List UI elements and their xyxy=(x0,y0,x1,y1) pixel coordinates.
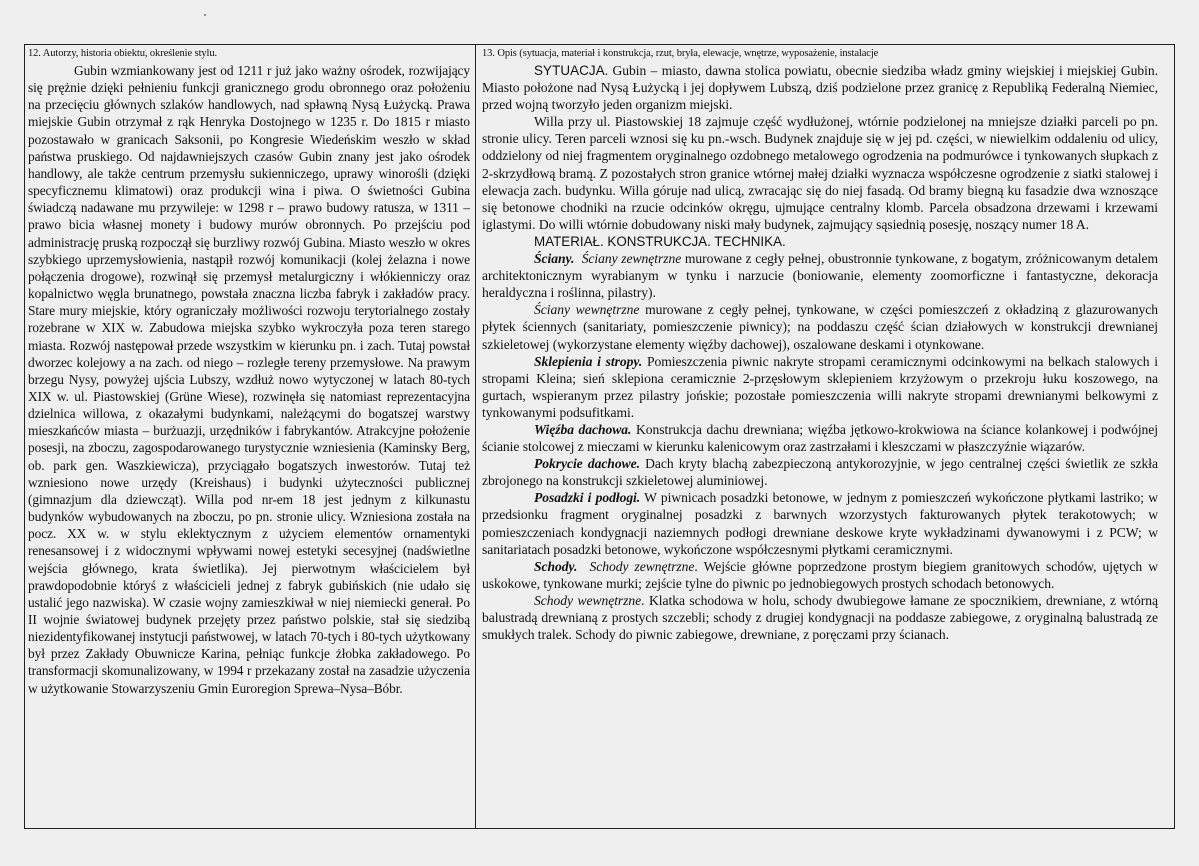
stairs-internal-paragraph xyxy=(482,592,1158,643)
walls-external-label: Ściany zewnętrzne xyxy=(581,251,682,267)
situation-title: SYTUACJA xyxy=(534,63,605,78)
roofing-label: Pokrycie dachowe. xyxy=(534,456,640,472)
stairs-external-paragraph xyxy=(482,558,1158,592)
stairs-external-label: Schody zewnętrzne xyxy=(589,558,695,574)
history-text: Gubin wzmiankowany jest od 1211 r już jako ważny ośrodek, rozwijający się prężnie dzięki pełnieniu funkcji granicznego grodu obronnego oraz położeniu na przecięciu głównych szlaków handlowych, nad spławną Nysą Łużycką. Prawa miejskie Gubin otrzymał z rąk Henryka Dostojnego w 1235 r. Do 1815 r miasto pozostawało w granicach Saksonii, po Kongresie Wiedeńskim weszło w skład państwa pruskiego. Od najdawniejszych czasów Gubin znany jest jako ośrodek handlowy, ale także centrum przemysłu sukienniczego, uprawy winorośli (dzięki specyficznemu klimatowi) oraz produkcji wina i piwa. O świetności Gubina świadczą nadawane mu przywileje: w 1298 r – prawo budowy ratusza, w 1311 – prawo bicia własnej monety i budowy murów obronnych. Po przejściu pod administrację pruską rozpoczął się burzliwy rozwój Gubina. Miasto weszło w okres szybkiego uprzemysłowienia, nastąpił rozwój komunikacji (kolej żelazna i nowe połączenia drogowe), rozwinął się przemysł metalurgiczny i włókienniczy oraz kopalnictwo węgla brunatnego, powstała znaczna liczba fabryk i zakładów pracy. Stare mury miejskie, który ograniczały możliwości rozwoju terytorialnego zostały rozebrane w XIX w. Zabudowa miejska szybko wykroczyła poza teren starego miasta. Rozwój następował przede wszystkim w kierunku pn. i zach. Tutaj powstał dworzec kolejowy a na zach. od niego – rozległe tereny przemysłowe. Na prawym brzegu Nysy, powyżej ujścia Lubszy, wzdłuż nowo wytyczonej w latach 80-tych XIX w. ul. Piastowskiej (Grüne Wiese), rozwinęła się natomiast reprezentacyjna dzielnica willowa, z okazałymi budynkami, należącymi do bogatszej warstwy mieszkańców miasta – burżuazji, urzędników i fabrykantów. Atrakcyjne położenie posesji, na zboczu, zagospodarowanego turystycznie wzniesienia (Kaminsky Berg, ob. park gen. Waszkiewicza), przyciągało bogatszych inwestorów. Tutaj też wzniesiono nowe urzędy (Kreishaus) i budynki użyteczności publicznej (gimnazjum dla dziewcząt). Willa pod nr-em 18 jest jednym z kilkunastu budynków wybudowanych na zboczu, po pn. stronie ulicy. Wzniesiona została na pocz. XX w. w stylu eklektycznym z użyciem elementów ornamentyki renesansowej i z widocznymi wpływami nowej estetyki secesyjnej (nadświetlne wejścia głównego, krata świetlika). Jej pierwotnym właścicielem był prawdopodobnie któryś z właścicieli jednej z fabryk gubińskich (nie udało się ustalić jego nazwiska). W czasie wojny zamieszkiwał w niej niemiecki generał. Po II wojnie światowej budynek przejęty przez państwo polskie, stał się siedzibą niezidentyfikowanej instytucji państwowej, w latach 70-tych i 80-tych użytkowany był przez Zakłady Obuwnicze Karina, pełniąc funkcje żłobka zakładowego. Po transformacji skomunalizowany, w 1994 r przekazany został na zasadzie użyczenia w użytkowanie Stowarzyszeniu Gmin Euroregion Sprewa–Nysa–Bóbr. xyxy=(28,63,470,696)
stairs-external-text: . Wejście główne poprzedzone prostym biegiem granitowych schodów, ujętych w uskokowe, tynkowane murki; zejście tylne do piwnic po jednobiegowych prostych schodach betonowych. xyxy=(482,558,1158,591)
description-header: 13. Opis (sytuacja, materiał i konstrukcja, rzut, bryła, elewacje, wnętrze, wyposażenie, instalacje xyxy=(482,48,879,59)
scan-speck xyxy=(204,14,206,16)
walls-external-paragraph xyxy=(482,250,1158,301)
roof-truss-paragraph xyxy=(482,421,1158,455)
floors-label: Posadzki i podłogi. xyxy=(534,490,641,506)
walls-internal-label: Ściany wewnętrzne xyxy=(534,302,640,318)
roof-truss-label: Więźba dachowa. xyxy=(534,421,632,437)
history-header: 12. Autorzy, historia obiektu, określenie stylu. xyxy=(28,48,218,59)
walls-internal-paragraph xyxy=(482,301,1158,352)
vaults-text: Pomieszczenia piwnic nakryte stropami ceramicznymi odcinkowymi na belkach stalowych i stropami Kleina; sień sklepiona ceramicznie 2-przęsłowym sklepieniem krzyżowym o przekroju łuku koszowego, na gurtach, wspieranym przez pilastry jońskie; pozostałe pomieszczenia willi nakryte stropami drewnianymi belkowymi z tynkowanymi podsufitkami. xyxy=(482,353,1158,420)
floors-paragraph xyxy=(482,489,1158,557)
roofing-text: Dach kryty blachą zabezpieczoną antykorozyjnie, w jego centralnej części świetlik ze szkła zbrojonego na konstrukcji szkieletowej aluminiowej. xyxy=(482,456,1158,489)
situation-text: . Gubin – miasto, dawna stolica powiatu, obecnie siedziba władz gminy wiejskiej i miejskiej Gubin. Miasto położone nad Nysą Łużycką i jej dopływem Lubszą, dziś podzielone przez granicę z Republiką Federalną Niemiec, przed wojną tworzyło jeden organizm miejski. xyxy=(482,63,1158,113)
roof-truss-text: Konstrukcja dachu drewniana; więźba jętkowo-krokwiowa na ściance kolankowej i podwójnej ścianie stolcowej z mieczami w kierunku kalenicowym oraz zastrzałami i kleszczami w płaszczyźnie wiązarów. xyxy=(482,421,1158,455)
roofing-paragraph xyxy=(482,455,1158,489)
walls-external-text: murowane z cegły pełnej, obustronnie tynkowane, z bogatym, zróżnicowanym detalem architektonicznym wyrabianym w tynku i narzucie (boniowanie, elementy zoomorficzne i fantastyczne, dekoracja heraldyczna i roślinna, pilastry). xyxy=(482,251,1159,301)
floors-text: W piwnicach posadzki betonowe, w jednym z pomieszczeń wykończone płytkami lastriko; w przedsionku fragment oryginalnej posadzki z barwnych wzorzystych fakturowanych płytek terakotowych; w pomieszczeniach kondygnacji naziemnych podłogi drewniane deskowe kryte wykładzinami dywanowymi i z PCW; w sanitariatach posadzki betonowe, wykończone współczesnymi płytkami ceramicznymi. xyxy=(482,490,1158,557)
stairs-internal-label: Schody wewnętrzne xyxy=(534,592,642,608)
situation-paragraph xyxy=(482,62,1158,113)
column-divider xyxy=(475,44,476,828)
vaults-paragraph xyxy=(482,353,1158,421)
stairs-label: Schody. xyxy=(534,558,578,574)
right-border xyxy=(1174,44,1175,828)
villa-paragraph: Willa przy ul. Piastowskiej 18 zajmuje część wydłużonej, wtórnie podzielonej na mniejsze działki parceli po pn. stronie ulicy. Teren parceli wznosi się ku pn.-wsch. Budynek znajduje się w jej pd. części, w niewielkim oddaleniu od ulicy, oddzielony od niej fragmentem oryginalnego ozdobnego metalowego ogrodzenia na podmurówce i tynkowanych słupkach z 2-skrzydłową bramą. Z pozostałych stron granice wtórnej małej działki wyznacza współczesne ogrodzenie z siatki stalowej i elewacja zach. budynku. Willa góruje nad ulicą, zwracając się do niej fasadą. Od bramy biegną ku fasadzie dwa wznoszące się betonowe chodniki na rzucie odcinków okręgu, ujmujące centralny klomb. Parcela obsadzona drzewami i krzewami iglastymi. Do willi wtórnie dobudowany niski mały budynek, zajmujący sąsiednią posesję, noszący numer 18 A. xyxy=(482,114,1158,232)
material-heading: MATERIAŁ. KONSTRUKCJA. TECHNIKA. xyxy=(534,233,786,249)
left-border xyxy=(24,44,25,828)
description-column xyxy=(482,47,1158,643)
top-rule xyxy=(24,44,1175,45)
walls-internal-text: murowane z cegły pełnej, tynkowane, w części pomieszczeń z okładziną z glazurowanych płytek ściennych (sanitariaty, pomieszczenie piwnicy); na poddaszu część ścian działowych w konstrukcji drewnianej szkieletowej (wykorzystane elementy więźby dachowej), oszalowane deskami i otynkowane. xyxy=(482,302,1158,352)
stairs-internal-text: . Klatka schodowa w holu, schody dwubiegowe łamane ze spocznikiem, drewniane, z wtórną balustradą drewnianą z prostych szczebli; schody z drugiej kondygnacji na poddasze zabiegowe, z oryginalną balustradą ze smukłych tralek. Schody do piwnic zabiegowe, drewniane, z poręczami przy ścianach. xyxy=(482,592,1158,643)
vaults-label: Sklepienia i stropy. xyxy=(534,353,643,369)
history-column xyxy=(28,47,470,697)
bottom-rule xyxy=(24,828,1175,829)
walls-label: Ściany. xyxy=(534,251,575,267)
